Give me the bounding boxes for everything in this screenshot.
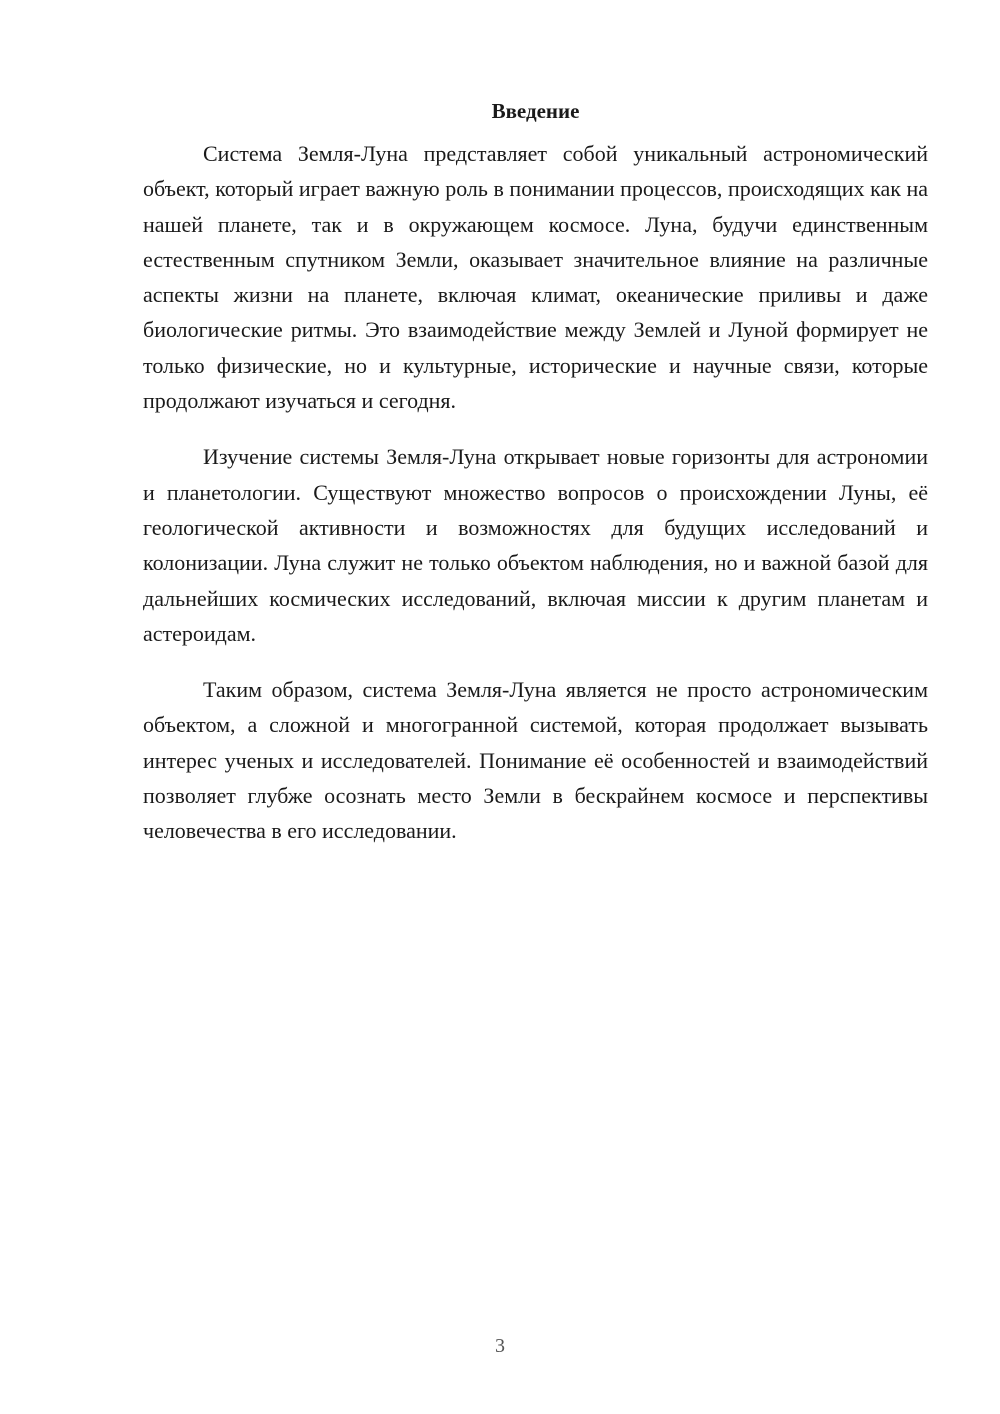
section-heading: Введение bbox=[491, 99, 580, 123]
page-number: 3 bbox=[495, 1335, 505, 1357]
paragraph-1: Система Земля-Луна представляет собой уникальный астрономический объект, который играет важную роль в понимании процессов, происходящих как на нашей планете, так и в окружающем космосе. Луна, будучи единственным естественным спутником Земли, оказывает значительное влияние на различные аспекты жизни на планете, включая климат, океанические приливы и даже биологические ритмы. Это взаимодействие между Землей и Луной формирует не только физические, но и культурные, исторические и научные связи, которые продолжают изучаться и сегодня. bbox=[143, 141, 928, 414]
paragraph-3: Таким образом, система Земля-Луна является не просто астрономическим объектом, а сложной и многогранной системой, которая продолжает вызывать интерес ученых и исследователей. Понимание её особенностей и взаимодействий позволяет глубже осознать место Земли в бескрайнем космосе и перспективы человечества в его исследовании. bbox=[143, 677, 928, 844]
paragraph-2: Изучение системы Земля-Луна открывает новые горизонты для астрономии и планетологии. Существуют множество вопросов о происхождении Луны, её геологической активности и возможностях для будущих исследований и колонизации. Луна служит не только объектом наблюдения, но и важной базой для дальнейших космических исследований, включая миссии к другим планетам и астероидам. bbox=[143, 444, 928, 646]
page-content bbox=[143, 96, 928, 870]
